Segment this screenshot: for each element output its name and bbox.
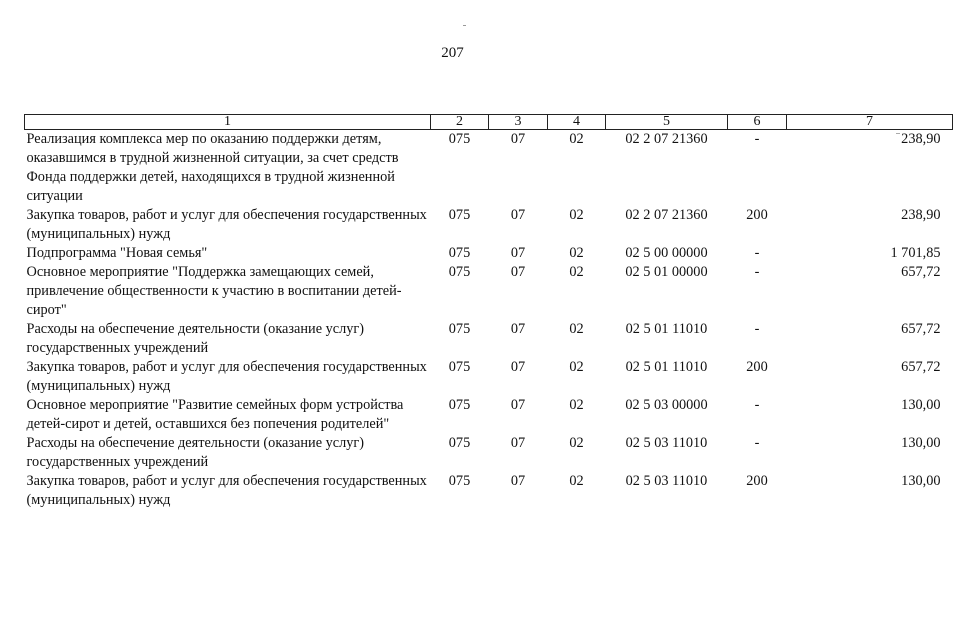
row-amount: 130,00 [901, 397, 941, 413]
column-header-name: 1 [25, 115, 431, 130]
row-section: 07 [510, 207, 526, 223]
row-admin-code: 075 [448, 245, 471, 261]
row-target-code: 02 5 03 11010 [625, 473, 708, 489]
row-admin-code: 075 [448, 207, 471, 223]
column-header-admin: 2 [431, 115, 489, 130]
row-name: Основное мероприятие "Развитие семейных форм устройства детей-сирот и детей, оставшихся без попечения родителей" [26, 397, 404, 432]
table-row [25, 206, 953, 244]
row-expense-type: 200 [746, 207, 768, 223]
row-section: 07 [510, 245, 526, 261]
row-section: 07 [510, 473, 526, 489]
row-subsection: 02 [569, 359, 584, 375]
row-section: 07 [510, 131, 526, 147]
table-row [25, 358, 953, 396]
row-amount: 238,90 [901, 207, 941, 223]
row-target-code: 02 5 01 11010 [625, 321, 708, 337]
row-amount: 1 701,85 [890, 245, 941, 261]
row-admin-code: 075 [448, 359, 471, 375]
row-expense-type: - [754, 321, 760, 337]
row-name: Реализация комплекса мер по оказанию поддержки детям, оказавшимся в трудной жизненной ситуации, за счет средств Фонда поддержки детей, находящихся в трудной жизненной ситуации [26, 131, 399, 204]
row-name: Закупка товаров, работ и услуг для обеспечения государственных (муниципальных) нужд [26, 359, 427, 394]
column-header-amount: 7 [787, 115, 953, 130]
row-amount: 130,00 [901, 435, 941, 451]
table-row [25, 472, 953, 510]
row-amount: 657,72 [901, 264, 941, 280]
row-target-code: 02 5 00 00000 [625, 245, 708, 261]
table-row [25, 434, 953, 472]
row-section: 07 [510, 264, 526, 280]
scan-mark [463, 25, 466, 26]
row-section: 07 [510, 321, 526, 337]
row-name: Подпрограмма "Новая семья" [26, 245, 208, 261]
row-admin-code: 075 [448, 435, 471, 451]
row-subsection: 02 [569, 131, 584, 147]
column-header-expense-type: 6 [728, 115, 787, 130]
row-subsection: 02 [569, 397, 584, 413]
table-row [25, 263, 953, 320]
row-subsection: 02 [569, 473, 584, 489]
row-subsection: 02 [569, 321, 584, 337]
row-expense-type: - [754, 397, 760, 413]
row-section: 07 [510, 435, 526, 451]
row-amount: 130,00 [901, 473, 941, 489]
row-target-code: 02 5 01 11010 [625, 359, 708, 375]
row-expense-type: - [754, 435, 760, 451]
column-header-subsection: 4 [548, 115, 606, 130]
row-target-code: 02 2 07 21360 [625, 207, 708, 223]
row-admin-code: 075 [448, 473, 471, 489]
row-section: 07 [510, 359, 526, 375]
row-name: Закупка товаров, работ и услуг для обеспечения государственных (муниципальных) нужд [26, 473, 427, 508]
row-subsection: 02 [569, 245, 584, 261]
row-admin-code: 075 [448, 397, 471, 413]
table-row [25, 244, 953, 263]
row-name: Расходы на обеспечение деятельности (оказание услуг) государственных учреждений [26, 321, 365, 356]
row-expense-type: 200 [746, 359, 768, 375]
row-amount: 657,72 [901, 321, 941, 337]
row-subsection: 02 [569, 207, 584, 223]
row-expense-type: 200 [746, 473, 768, 489]
row-name: Закупка товаров, работ и услуг для обеспечения государственных (муниципальных) нужд [26, 207, 427, 242]
row-section: 07 [510, 397, 526, 413]
row-amount: 238,90 [901, 131, 941, 147]
row-amount: 657,72 [901, 359, 941, 375]
row-admin-code: 075 [448, 131, 471, 147]
page-number: 207 [441, 45, 464, 61]
table-row [25, 396, 953, 434]
column-header-section: 3 [489, 115, 548, 130]
row-admin-code: 075 [448, 264, 471, 280]
row-target-code: 02 2 07 21360 [625, 131, 708, 147]
row-subsection: 02 [569, 435, 584, 451]
table-header-row [25, 115, 953, 130]
column-header-target-code: 5 [606, 115, 728, 130]
row-expense-type: - [754, 264, 760, 280]
row-target-code: 02 5 03 00000 [625, 397, 708, 413]
row-subsection: 02 [569, 264, 584, 280]
table-row [25, 130, 953, 207]
row-name: Основное мероприятие "Поддержка замещающих семей, привлечение общественности к участию в воспитании детей-сирот" [26, 264, 402, 318]
budget-table [24, 114, 953, 510]
row-expense-type: - [754, 245, 760, 261]
table-row [25, 320, 953, 358]
row-name: Расходы на обеспечение деятельности (оказание услуг) государственных учреждений [26, 435, 365, 470]
row-target-code: 02 5 01 00000 [625, 264, 708, 280]
row-admin-code: 075 [448, 321, 471, 337]
row-expense-type: - [754, 131, 760, 147]
row-target-code: 02 5 03 11010 [625, 435, 708, 451]
